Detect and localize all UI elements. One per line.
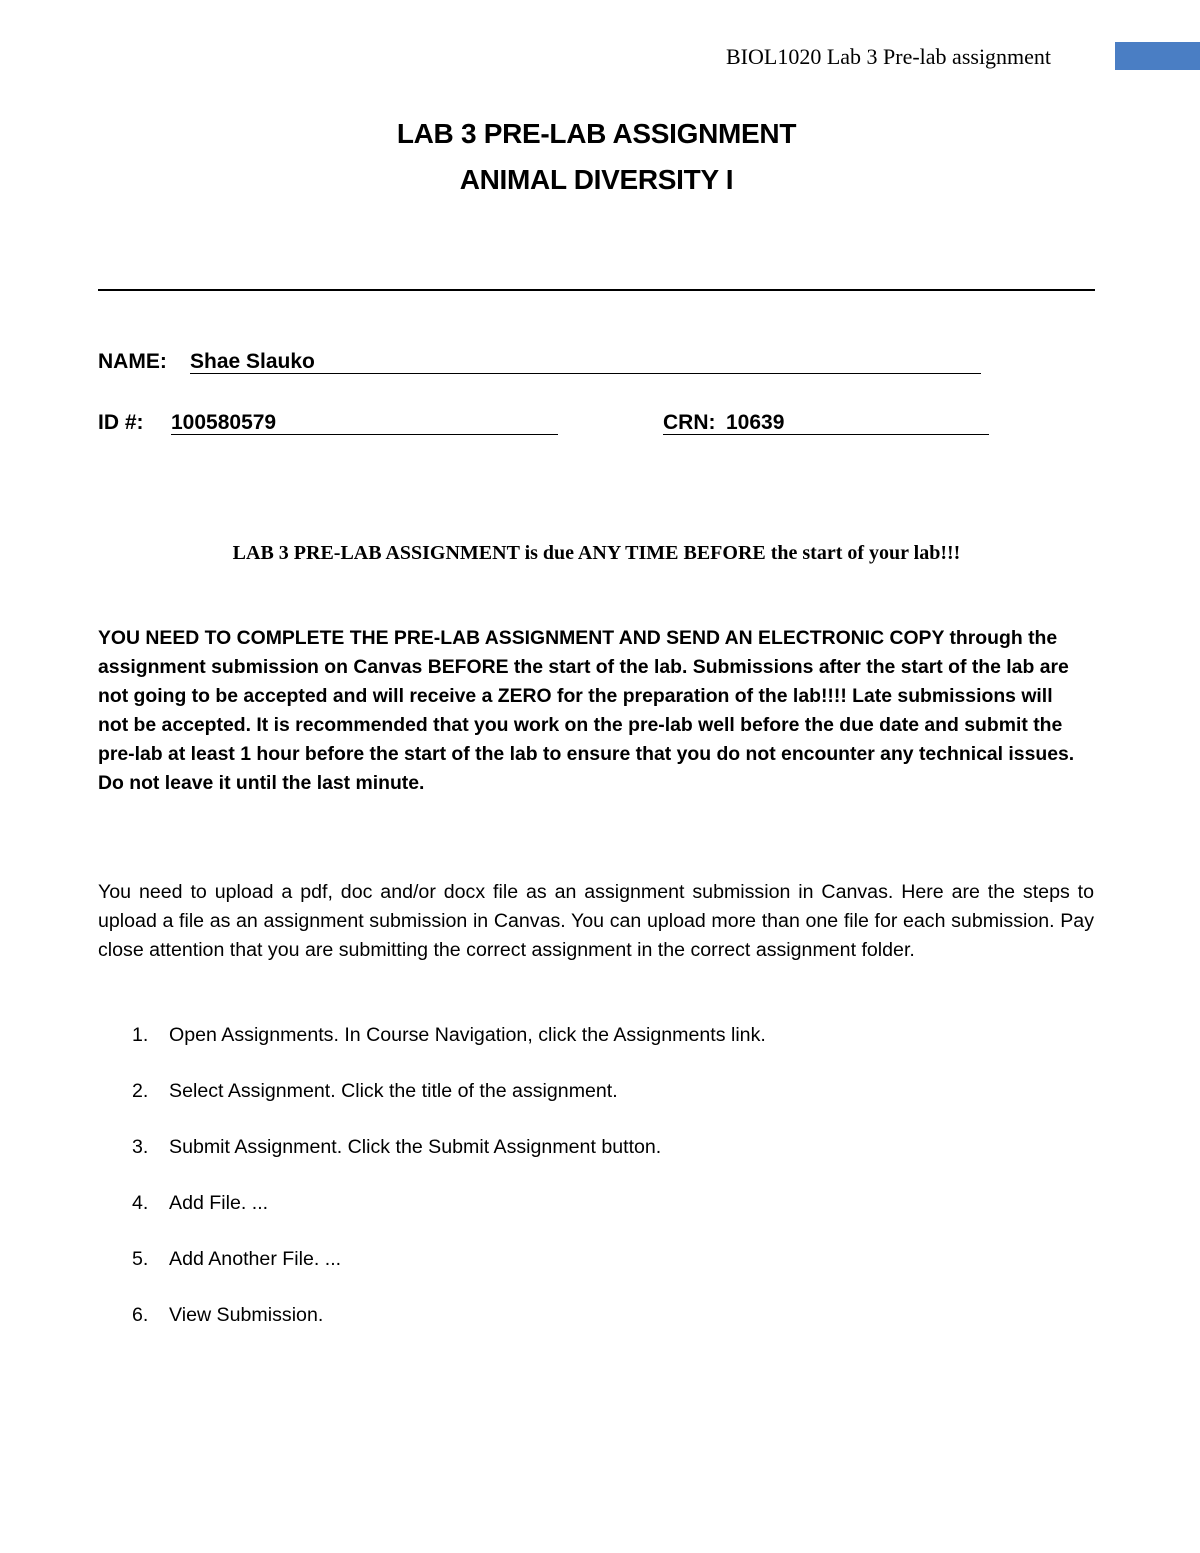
- upload-steps-list: [98, 1021, 1088, 1357]
- list-item: [98, 1133, 1088, 1189]
- step-number: 6.: [132, 1304, 149, 1326]
- name-field[interactable]: Shae Slauko: [190, 350, 315, 373]
- name-label: NAME:: [98, 350, 167, 373]
- step-text: View Submission.: [169, 1304, 324, 1326]
- list-item: [98, 1245, 1088, 1301]
- step-text: Add Another File. ...: [169, 1248, 342, 1270]
- step-text: Open Assignments. In Course Navigation, click the Assignments link.: [169, 1024, 766, 1046]
- list-item: [98, 1077, 1088, 1133]
- step-number: 4.: [132, 1192, 149, 1214]
- list-item: [98, 1189, 1088, 1245]
- header-accent-tab: [1115, 42, 1200, 70]
- step-number: 1.: [132, 1024, 149, 1046]
- id-label: ID #:: [98, 411, 144, 434]
- id-field[interactable]: 100580579: [171, 411, 277, 434]
- crn-field[interactable]: 10639: [726, 411, 785, 434]
- step-text: Submit Assignment. Click the Submit Assignment button.: [169, 1136, 662, 1158]
- due-notice: LAB 3 PRE-LAB ASSIGNMENT is due ANY TIME BEFORE the start of your lab!!!: [232, 542, 961, 564]
- upload-instructions: You need to upload a pdf, doc and/or docx file as an assignment submission in Canvas. Here are the steps to upload a file as an assignment submission in Canvas. You can upload more than one file for each submission. Pay close attention that you are submitting the correct assignment in the correct assignment folder.: [98, 881, 1094, 961]
- document-title: LAB 3 PRE-LAB ASSIGNMENT: [396, 118, 797, 149]
- step-number: 3.: [132, 1136, 149, 1158]
- step-number: 2.: [132, 1080, 149, 1102]
- crn-label: CRN:: [663, 411, 716, 434]
- running-header-title: BIOL1020 Lab 3 Pre-lab assignment: [726, 44, 1052, 69]
- step-text: Add File. ...: [169, 1192, 269, 1214]
- crn-underline: [663, 434, 989, 435]
- list-item: [98, 1021, 1088, 1077]
- step-text: Select Assignment. Click the title of the assignment.: [169, 1080, 618, 1102]
- name-underline: [190, 373, 981, 374]
- list-item: [98, 1301, 1088, 1357]
- document-subtitle: ANIMAL DIVERSITY I: [459, 164, 734, 195]
- id-underline: [171, 434, 558, 435]
- submission-warning: YOU NEED TO COMPLETE THE PRE-LAB ASSIGNMENT AND SEND AN ELECTRONIC COPY through the assignment submission on Canvas BEFORE the start of the lab. Submissions after the start of the lab are not going to be accepted and will receive a ZERO for the preparation of the lab!!!! Late submissions will not be accepted. It is recommended that you work on the pre-lab well before the due date and submit the pre-lab at least 1 hour before the start of the lab to ensure that you do not encounter any technical issues. Do not leave it until the last minute.: [98, 627, 1075, 794]
- step-number: 5.: [132, 1248, 149, 1270]
- title-divider: [98, 289, 1095, 291]
